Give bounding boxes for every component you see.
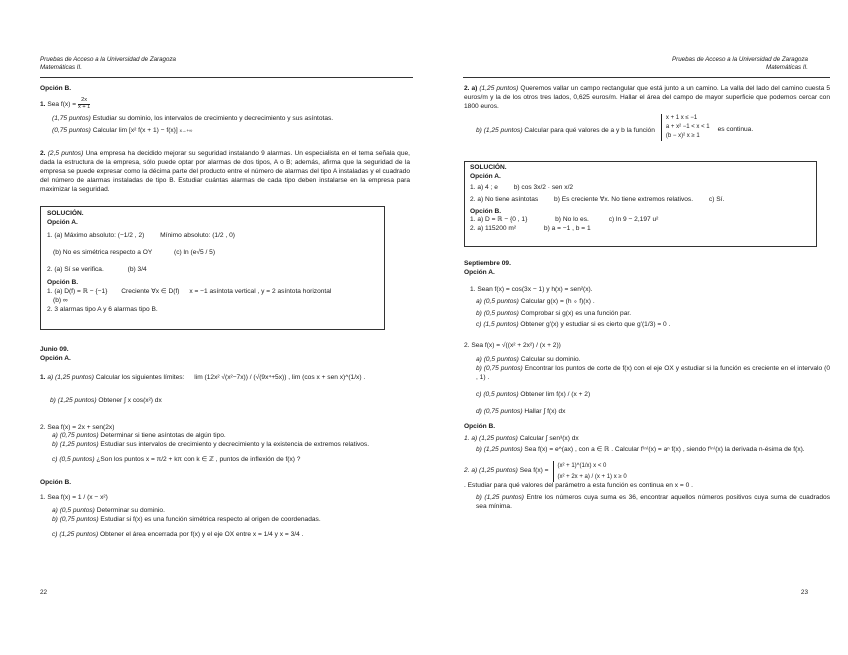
left-header: Pruebas de Acceso a la Universidad de Zaragoza Matemáticas II. <box>40 56 176 72</box>
piecewise: x + 1 x ≤ −1 a + x² −1 < x < 1 (b − x)² x ≥ 1 <box>661 114 710 141</box>
junio-section: Junio 09. Opción A. 1. a) (1,25 puntos) Calcular los siguientes límites: lim (12x² √(x²−7x)) / (√(9x⁴+5x)) , lim (cos x + sen x)^(1/x) . b) (1,25 puntos) Obtener ∫ x cos(x²) dx 2. Sea f(x) = 2x + sen(2x) a) (0,75 puntos) Determinar si tiene asíntotas de algún tipo. b) (1,25 puntos) Estudiar sus intervalos de crecimiento y decrecimiento y la existencia de extremos relativos. c) (0,5 puntos) ¿Son los puntos x = π/2 + kπ con k ∈ ℤ , puntos de inflexión de f(x) ? Opción B. 1. Sea f(x) = 1 / (x − x²) a) (0,5 puntos) Determinar su dominio. b) (0,75 puntos) Estudiar si f(x) es una función simétrica respecto al origen de coordenadas. c) (1,25 puntos) Obtener el área encerrada por f(x) y el eje OX entre x = 1/4 y x = 3/4 . <box>40 346 370 538</box>
septiembre-section: Septiembre 09. Opción A. 1. Sean f(x) = cos(3x − 1) y h(x) = sen²(x). a) (0,5 puntos) Calcular g(x) = (h ∘ f)(x) . b) (0,5 puntos) Comprobar si g(x) es una función par. c) (1,5 puntos) Obtener g'(x) y estudiar si es cierto que g'(1/3) = 0 . 2. Sea f(x) = √((x² + 2x²) / (x + 2)) a) (0,5 puntos) Calcular su dominio. b) (0,75 puntos) Encontrar los puntos de corte de f(x) con el eje OX y estudiar si la función es creciente en el intervalo (0 , 1) . c) (0,5 puntos) Obtener lim f(x) / (x + 2) d) (0,75 puntos) Hallar ∫ f(x) dx Opción B. 1. a) (1,25 puntos) Calcular ∫ sen³(x) dx b) (1,25 puntos) Sea f(x) = e^(ax) , con a ∈ ℝ . Calcular f⁽ⁿ⁾(x) = aⁿ f(x) , siendo f⁽ⁿ⁾(x) la derivada n-ésima de f(x). 2. a) (1,25 puntos) Sea f(x) = (x² + 1)^(1/x) x < 0 (x² + 2x + a) / (x + 1) x ≥ 0 . Estudiar para qué valores del parámetro a esta función es continua en x = 0 . b) (1,25 puntos) Entre los números cuya suma es 36, encontrar aquellos números positivos cuya suma de cuadrados sea mínima. <box>464 260 830 510</box>
question-2b-right: b) (1,25 puntos) Calcular para qué valores de a y b la función x + 1 x ≤ −1 a + x² −1 < x < 1 (b − x)² x ≥ 1 es continua. <box>476 115 754 139</box>
right-page <box>424 0 848 655</box>
left-header-rule <box>40 77 413 78</box>
right-header-rule <box>463 77 830 78</box>
fraction: $\frac{2x}{x + 1}$ <box>77 96 91 110</box>
question-1: 1. Sea f(x) = $\frac{2x}{x + 1}$ (1,75 puntos) Estudiar su dominio, los intervalos de crecimiento y decrecimiento y sus asíntotas. (0,75 puntos) Calcular lim [x² f(x + 1) − f(x)] x→+∞ <box>40 96 334 134</box>
opcion-b-title: Opción B. <box>40 85 72 92</box>
right-header: Pruebas de Acceso a la Universidad de Zaragoza Matemáticas II. <box>672 56 808 72</box>
solution-content: SOLUCIÓN. Opción A. 1. (a) Máximo absoluto: (−1/2 , 2) Mínimo absoluto: (1/2 , 0) (b) No es simétrica respecto a OY (c) ln (e√5 / 5) 2. (a) Sí se verifica. (b) 3/4 Opción B. 1. (a) D(f) = ℝ − {−1} Creciente ∀x ∈ D(f) x = −1 asíntota vertical , y = 2 asíntota horizontal (b) ∞ 2. 3 alarmas tipo A y 6 alarmas tipo B. <box>47 210 332 314</box>
question-2-right: 2. a) (1,25 puntos) Queremos vallar un campo rectangular que está junto a un camino. La valla del lado del camino cuesta 5 euros/m y la de los otros tres lados, 0,625 euros/m. Hallar el área del campo de mayor superficie que podemos cercar con 1800 euros. <box>464 85 830 110</box>
solution-content-right: SOLUCIÓN. Opción A. 1. a) 4 ; e b) cos 3x/2 · sen x/2 2. a) No tiene asíntotas b) Es creciente ∀x. No tiene extremos relativos. c) Sí. Opción B. 1. a) D = ℝ − {0 , 1} b) No lo es. c) ln 9 − 2,197 u² 2. a) 115200 m² b) a = −1 , b = 1 <box>470 164 725 233</box>
piecewise: (x² + 1)^(1/x) x < 0 (x² + 2x + a) / (x + 1) x ≥ 0 <box>553 461 627 481</box>
page-number: 23 <box>800 589 808 596</box>
page-number: 22 <box>40 589 48 596</box>
question-2: 2. (2,5 puntos) Una empresa ha decidido mejorar su seguridad instalando 9 alarmas. Un especialista en el tema señala que, dada la estructura de la empresa, sólo puede optar por alarmas de dos tipos, A o B; además, afirma que la seguridad de la empresa se puede expresar como la décima parte del producto entre el número de alarmas del tipo A instaladas y el cuadrado del número de alarmas instaladas de tipo B. Estudiar cuántas alarmas de cada tipo deben instalarse en la empresa para maximizar la seguridad. <box>40 150 411 193</box>
